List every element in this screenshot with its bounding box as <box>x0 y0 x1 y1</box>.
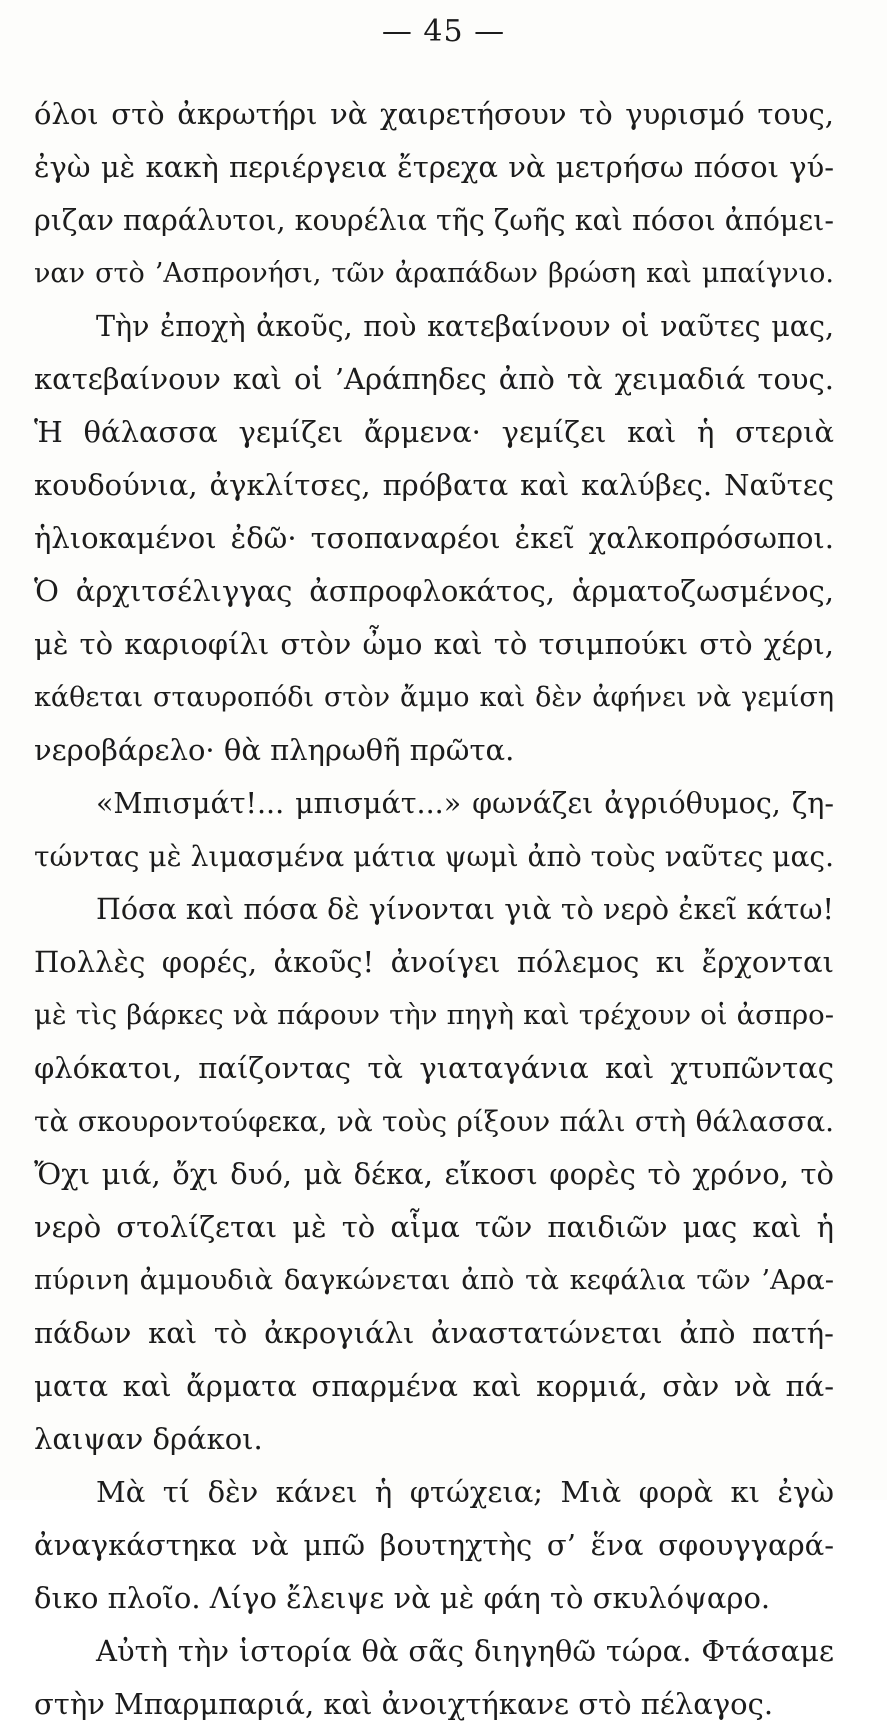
text-line: κουδούνια, ἀγκλίτσες, πρόβατα καὶ καλύβες. Ναῦτες <box>34 468 834 502</box>
body-text <box>34 88 834 1731</box>
text-line: ἐγὼ μὲ κακὴ περιέργεια ἔτρεχα νὰ μετρήσω πόσοι γύ- <box>34 150 834 184</box>
text-line: Ἡ θάλασσα γεμίζει ἄρμενα· γεμίζει καὶ ἡ στεριὰ <box>34 415 834 449</box>
text-line: όλοι στὸ ἀκρωτήρι νὰ χαιρετήσουν τὸ γυρισμό τους, <box>34 97 834 131</box>
text-line: λαιψαν δράκοι. <box>34 1422 263 1456</box>
text-line: Μὰ τί δὲν κάνει ἡ φτώχεια; Μιὰ φορὰ κι ἐγὼ <box>96 1475 834 1509</box>
text-line: κατεβαίνουν καὶ οἱ ’Αράπηδες ἀπὸ τὰ χειμαδιά τους. <box>34 362 834 396</box>
text-line: κάθεται σταυροπόδι στὸν ἄμμο καὶ δὲν ἀφήνει νὰ γεμίση <box>34 682 834 713</box>
text-line: φλόκατοι, παίζοντας τὰ γιαταγάνια καὶ χτυπῶντας <box>34 1051 834 1085</box>
text-line: πύρινη ἀμμουδιὰ δαγκώνεται ἀπὸ τὰ κεφάλια τῶν ’Αρα- <box>34 1264 834 1296</box>
text-line: «Μπισμάτ!... μπισμάτ...» φωνάζει ἀγριόθυμος, ζη- <box>96 787 834 820</box>
text-line: πάδων καὶ τὸ ἀκρογιάλι ἀναστατώνεται ἀπὸ πατή- <box>34 1316 834 1350</box>
text-line: νεροβάρελο· θὰ πληρωθῆ πρῶτα. <box>34 733 515 767</box>
text-line: Πόσα καὶ πόσα δὲ γίνονται γιὰ τὸ νερὸ ἐκεῖ κάτω! <box>96 893 834 926</box>
text-line: μὲ τὸ καριοφίλι στὸν ὦμο καὶ τὸ τσιμπούκι στὸ χέρι, <box>34 627 834 661</box>
text-line: ἀναγκάστηκα νὰ μπῶ βουτηχτὴς σ’ ἕνα σφουγγαρά- <box>34 1528 834 1562</box>
text-line: στὴν Μπαρμπαριά, καὶ ἀνοιχτήκανε στὸ πέλαγος. <box>34 1687 774 1721</box>
text-line: ναν στὸ ’Ασπρονήσι, τῶν ἀραπάδων βρώση καὶ μπαίγνιο. <box>34 258 834 289</box>
text-line: Ὄχι μιά, ὄχι δυό, μὰ δέκα, εἴκοσι φορὲς τὸ χρόνο, τὸ <box>34 1157 834 1191</box>
text-line: τὰ σκουροντούφεκα, νὰ τοὺς ρίξουν πάλι στὴ θάλασσα. <box>34 1105 834 1138</box>
text-line: ματα καὶ ἄρματα σπαρμένα καὶ κορμιά, σὰν νὰ πά- <box>34 1369 834 1403</box>
text-line: ἡλιοκαμένοι ἐδῶ· τσοπαναρέοι ἐκεῖ χαλκοπρόσωποι. <box>34 521 834 555</box>
text-line: Πολλὲς φορές, ἀκοῦς! ἀνοίγει πόλεμος κι ἔρχονται <box>34 945 834 979</box>
text-line: μὲ τὶς βάρκες νὰ πάρουν τὴν πηγὴ καὶ τρέχουν οἱ ἀσπρο- <box>34 999 834 1031</box>
text-line: Ὁ ἀρχιτσέλιγγας ἀσπροφλοκάτος, ἁρματοζωσμένος, <box>34 574 834 608</box>
text-line: ριζαν παράλυτοι, κουρέλια τῆς ζωῆς καὶ πόσοι ἀπόμει- <box>34 204 834 237</box>
text-line: δικο πλοῖο. Λίγο ἔλειψε νὰ μὲ φάη τὸ σκυλόψαρο. <box>34 1581 771 1615</box>
text-line: Τὴν ἐποχὴ ἀκοῦς, ποὺ κατεβαίνουν οἱ ναῦτες μας, <box>96 310 834 343</box>
text-line: τώντας μὲ λιμασμένα μάτια ψωμὶ ἀπὸ τοὺς ναῦτες μας. <box>34 840 834 873</box>
text-line: Αὐτὴ τὴν ἱστορία θὰ σᾶς διηγηθῶ τώρα. Φτάσαμε <box>96 1634 834 1668</box>
text-line: νερὸ στολίζεται μὲ τὸ αἷμα τῶν παιδιῶν μας καὶ ἡ <box>34 1210 834 1244</box>
page-number: — 45 — <box>381 14 506 49</box>
